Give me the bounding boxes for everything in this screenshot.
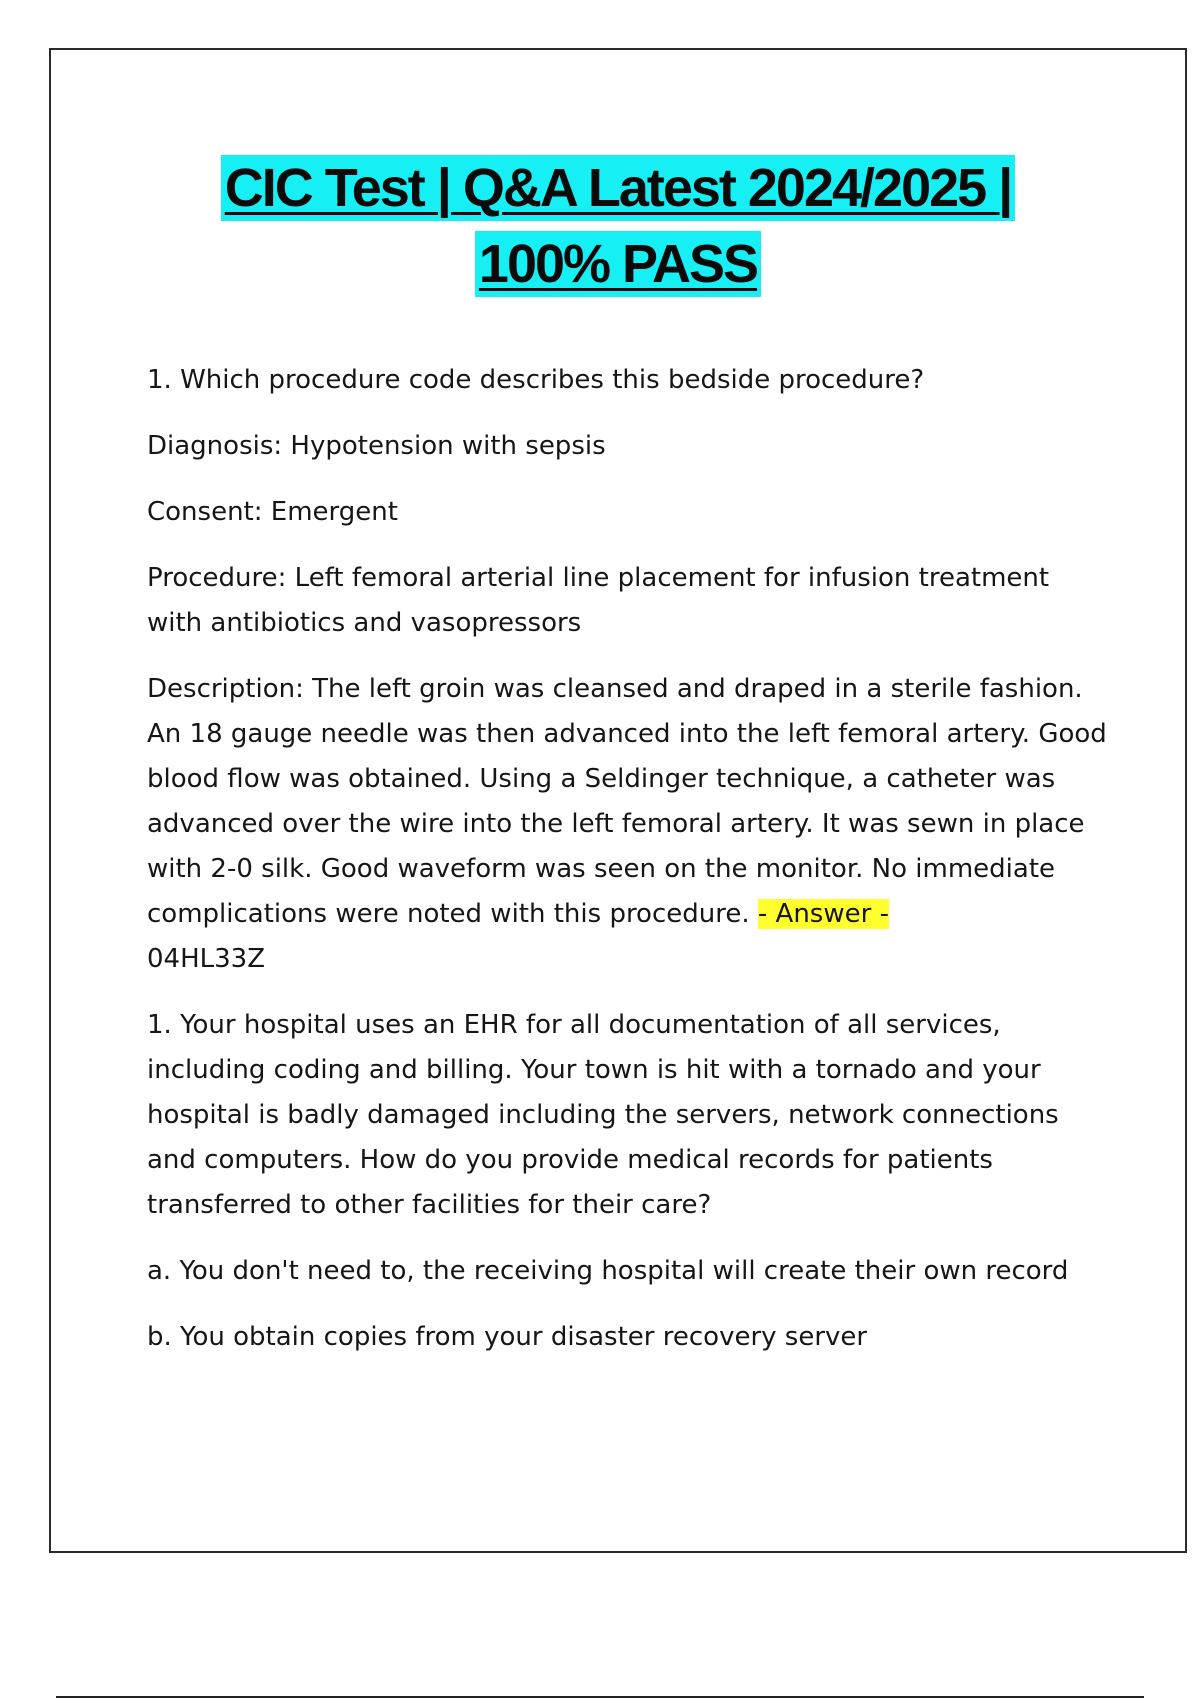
- question-2-prompt: 1. Your hospital uses an EHR for all documentation of all services, including coding and billing. Your town is hit with a tornado and your hospital is badly damaged including the servers, network connections and computers. How do you provide medical records for patients transferred to other facilities for their care?: [147, 1010, 1059, 1220]
- question-1-description-block: [147, 667, 1107, 982]
- question-1-diagnosis: Diagnosis: Hypotension with sepsis: [147, 431, 606, 461]
- document-body: [147, 358, 1107, 1381]
- question-1-procedure: Procedure: Left femoral arterial line placement for infusion treatment with antibiotics and vasopressors: [147, 563, 1050, 638]
- footer-divider: [56, 1696, 1144, 1698]
- document-title: [51, 150, 1185, 302]
- question-1-consent: Consent: Emergent: [147, 497, 398, 527]
- question-1-description: Description: The left groin was cleansed and draped in a sterile fashion. An 18 gauge needle was then advanced into the left femoral artery. Good blood flow was obtained. Using a Seldinger technique, a catheter was advanced over the wire into the left femoral artery. It was sewn in place with 2-0 silk. Good waveform was seen on the monitor. No immediate complications were noted with this procedure.: [147, 674, 1107, 929]
- question-2-option-b: b. You obtain copies from your disaster recovery server: [147, 1322, 868, 1352]
- question-2-option-a: a. You don't need to, the receiving hospital will create their own record: [147, 1256, 1069, 1286]
- answer-label: - Answer -: [757, 899, 889, 929]
- answer-value: 04HL33Z: [147, 944, 266, 974]
- question-1-prompt: 1. Which procedure code describes this bedside procedure?: [147, 365, 925, 395]
- title-line-2: 100% PASS: [475, 231, 761, 297]
- document-page: [49, 48, 1187, 1553]
- title-line-1: CIC Test | Q&A Latest 2024/2025 |: [221, 155, 1016, 221]
